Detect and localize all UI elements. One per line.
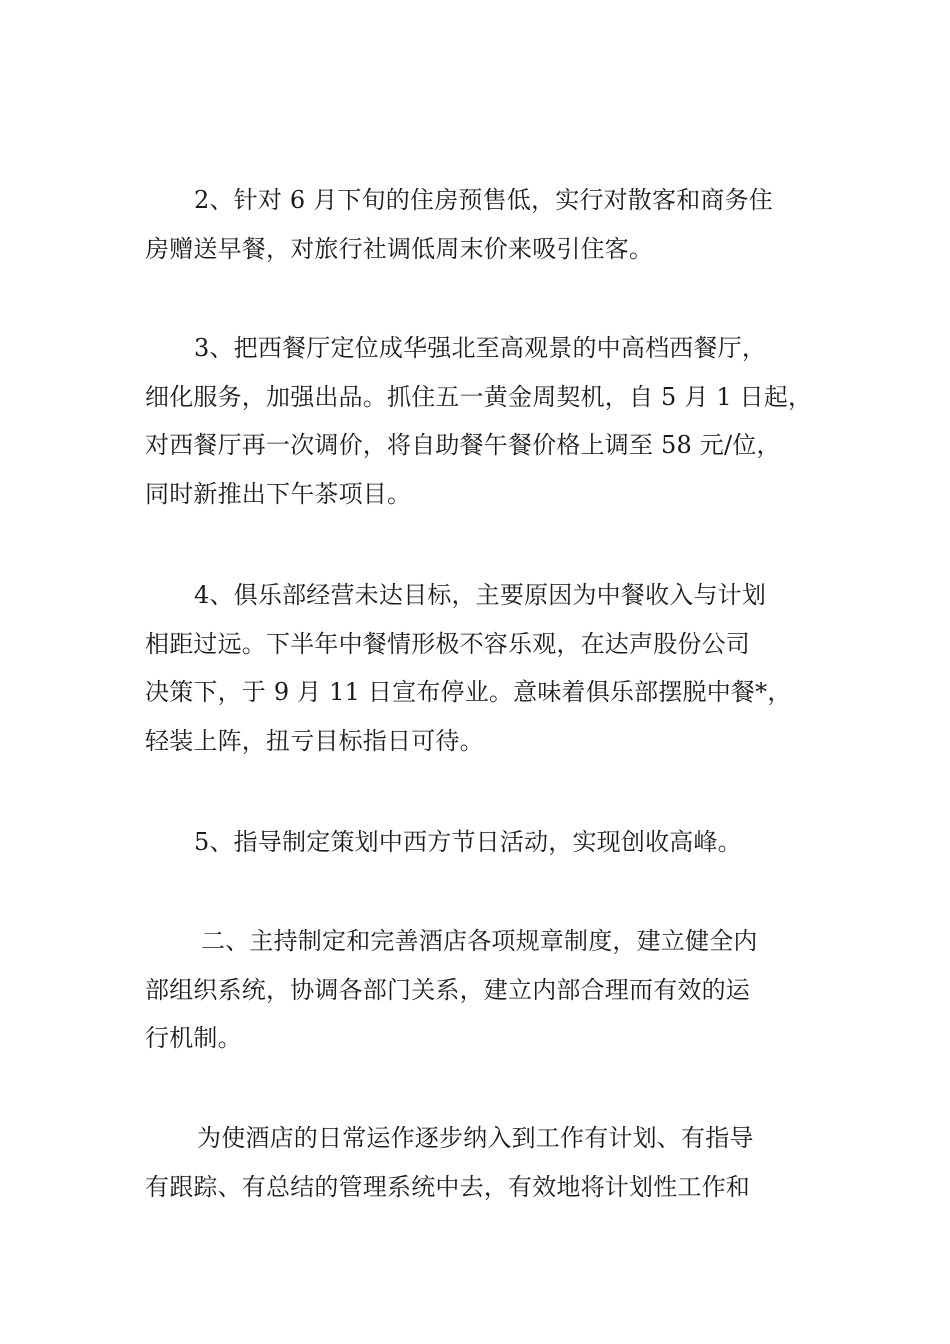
paragraph-line: 行机制。 <box>145 1024 242 1052</box>
paragraph-line: 相距过远。下半年中餐情形极不容乐观，在达声股份公司 <box>145 629 750 658</box>
paragraph-line: 为使酒店的日常运作逐步纳入到工作有计划、有指导 <box>197 1124 754 1152</box>
paragraph-line: 决策下，于 9 月 11 日宣布停业。意味着俱乐部摆脱中餐*， <box>145 678 792 706</box>
paragraph-line: 部组织系统，协调各部门关系，建立内部合理而有效的运 <box>145 975 750 1004</box>
paragraph-line: 二、主持制定和完善酒店各项规章制度，建立健全内 <box>201 927 758 955</box>
paragraph-item-4 <box>145 571 810 765</box>
paragraph-body <box>145 1114 810 1211</box>
paragraph-line: 3、把西餐厅定位成华强北至高观景的中高档西餐厅， <box>194 334 767 362</box>
paragraph-line: 4、俱乐部经营未达目标，主要原因为中餐收入与计划 <box>194 581 767 609</box>
paragraph-item-3 <box>145 324 813 518</box>
section-heading-two <box>145 917 810 1063</box>
paragraph-line: 细化服务，加强出品。抓住五一黄金周契机，自 5 月 1 日起， <box>145 382 813 411</box>
paragraph-line: 房赠送早餐，对旅行社调低周末价来吸引住客。 <box>145 234 654 263</box>
paragraph-line: 2、针对 6 月下旬的住房预售低，实行对散客和商务住 <box>194 186 773 214</box>
paragraph-line: 有跟踪、有总结的管理系统中去，有效地将计划性工作和 <box>145 1172 750 1201</box>
paragraph-item-2 <box>145 176 810 273</box>
paragraph-line: 轻装上阵，扭亏目标指日可待。 <box>145 726 484 755</box>
paragraph-line: 同时新推出下午茶项目。 <box>145 479 412 508</box>
paragraph-line: 对西餐厅再一次调价，将自助餐午餐价格上调至 58 元/位， <box>145 431 781 459</box>
paragraph-line: 5、指导制定策划中西方节日活动，实现创收高峰。 <box>194 828 742 856</box>
paragraph-item-5 <box>145 818 810 867</box>
